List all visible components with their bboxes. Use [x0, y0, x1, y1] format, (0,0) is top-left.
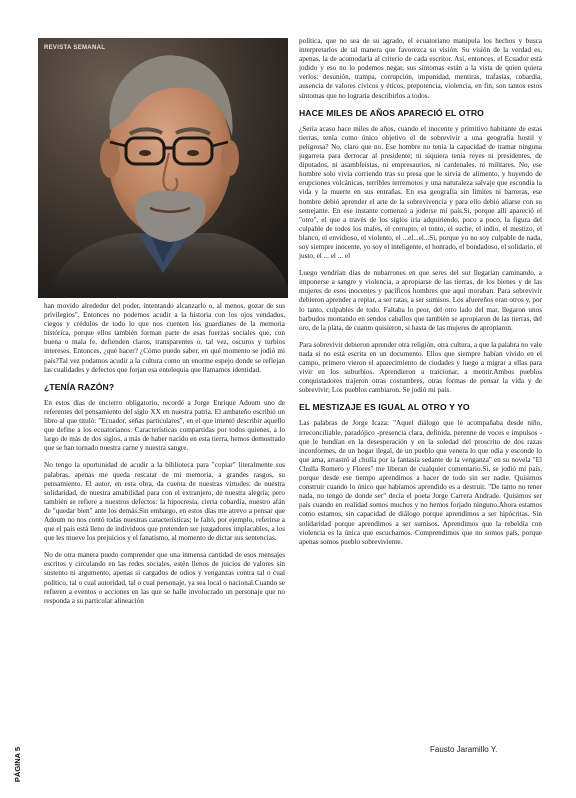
page-number-text: PÁGINA 5: [13, 746, 23, 783]
paragraph: Las palabras de Jorge Icaza: "Aquel diálogo que le acompañaba desde niño, irreconciliable, paradójico -presencia clara, definida, perenne de voces e impulsos - que le hundían en la desesperación y en la soledad del proscrito de dos razas inconformes, de un hogar ilegal, de un pueblo que venera lo que odia y esconde lo que ama, arrastró al chulla por la fantasía sedante de la venganza" en su novela "El Chulla Romero y Flores" me liberan de cualquier comentario.Si, se jodió mi país, porque desde ese tiempo aprendimos a hacer de todo sin ser nadie. Quisimos construir cuando lo único que habíamos aprendido es a destruir. "De tanto no tener nada, no tengo de donde ser" decía el poeta Jorge Carrera Andrade. Quisimos ser país cuando en realidad somos muchos y no hemos forjado ninguno.Ahora estamos como estamos, sin capacidad de diálogo porque aprendimos a ser hipócritas. Sin solidaridad porque aprendimos a ser sumisos. Aprendimos que la rebeldía con violencia es la única que escuchamos. Comprendimos que no somos país, porque apenas somos pueblo sobreviviente.: [299, 419, 542, 546]
paragraph: ¿Sería acaso hace miles de años, cuando el inocente y primitivo habitante de estas tierras, tenía como único objetivo el de sobrevivir a una geografía hostil y peligrosa? No, claro que no. Ese hombre no tenía la capacidad de tramar ninguna jugarreta para derrocar al presidente; ni siquiera tenía reyes ni presidentes, de diputados, ni asambleístas, ni empresaurios, ni cardenales, ni militares. No, ese hombre solo vivía corriendo tras su presa que le sirvía de alimento, y huyendo de erupciones volcánicas, terribles terremotos y una naturaleza salvaje que escondía la vida y la muerte en sus entrañas. En esa geografía sin límites ni barreras, ese hombre debió aprender el arte de la sobrevivencia y para ello debió aliarse con su semejante. En ese instante comenzó a joderse mi país.Si, porque allí apareció el "otro", el que a través de los siglos iría adquiriendo, poco a poco, la figura del culpable de todos los males, el corrupto, el tonto, el suche, el indio, el mestizo, el blanco, el envidioso, el violento, el ...el...el...Si, porque yo no soy culpable de nada, soy siempre inocente, yo soy el inteligente, el honrado, el bondadoso, el solidario, el justo, el ... el ... el: [299, 124, 542, 261]
paragraph: Para sobrevivir debieron aprender otra religión, otra cultura, a que la palabra no vale nada si no está escrita en un documento. Ellos que siempre habían vivido en el campo, primero vieron el aparecimiento de ciudades y luego a migrar a ellas para vivir en los suburbios. Aprendieron a traicionar, a mentir.Ambos pueblos conquistadores trajeron otras costumbres, otras formas de pensar la vida y de sobrevivir; Los pueblos cambiaron. Se jodió mi país.: [299, 340, 542, 395]
section-heading: HACE MILES DE AÑOS APARECIÓ EL OTRO: [299, 107, 484, 118]
article-column-right: [299, 37, 542, 555]
page-number-label: [13, 738, 30, 798]
article-column-left: [44, 302, 285, 614]
paragraph: En estos días de encierro obligatorio, recordé a Jorge Enrique Adoum uno de referentes del pensamiento del siglo XX en nuestra patria. El ambateño escribió un libro al que tituló: "Ecuador, señas particulares", en el que intentó describir aquello que define a los ecuatorianos. Características compartidas por todos quienes, a lo largo de más de dos siglos, a más de haber nacido en esta tierra, hemos demostrado que se han tornado nuestra carne y nuestra sangre.: [44, 398, 285, 453]
section-heading: EL MESTIZAJE ES IGUAL AL OTRO Y YO: [299, 402, 470, 413]
author-photo: [38, 38, 288, 298]
paragraph: No de otra manera puedo comprender que una inmensa cantidad de esos mensajes escritos y circulando en las redes sociales, estén llenos de juicios de valores sin sustento ni argumento, apenas sí cargados de odios y venganzas contra tal o cual político, tal o cual autoridad, tal o cual personaje, ya sea local o nacional.Cuando se refieren a eventos o acciones en las que se halle involucrado un personaje que no responda a su particular alineación: [44, 551, 285, 605]
section-heading: ¿TENÍA RAZÓN?: [44, 381, 115, 392]
author-signature: Fausto Jaramillo Y.: [430, 745, 498, 754]
portrait-illustration: [38, 38, 288, 298]
paragraph: Luego vendrían días de nubarrones en que seres del sur llegarían caminando, a imponerse a sangre y violencia, a apropiarse de las tierras, de los bienes y de las mujeres de esos inocentes y pacíficos hombres que aquí moraban. Para sobrevivir debieron aprender a reptar, a ser ratas, a ser sumisos. Los afuereños eran otros y, por lo tanto, culpables de todo. Faltaba lo peor, del otro lado del mar, llegaron unos barbudos montando en sendos caballos que también se apropiaron de las tierras, del oro, de la plata, de cuanto quisieron, si hasta de las mujeres de apropiaron.: [299, 269, 542, 332]
paragraph: han movido alrededor del poder, intentando alcanzarlo o, al menos, gozar de sus privilegios". Entonces no podemos acudir a la historia con los ojos vendados, ciegos y crédulos de todo lo que nos cuenten los guardianes de la memoria histórica, porque ellos también forman parte de esas fuerzas sociales que, con buena o mala fe, defienden claros, transparentes o, tal vez, oscuros y turbios intereses. Entonces, ¿qué hacer? ¿Cómo puedo saber, en qué momento se jodió mi país?Tal vez podamos acudir a la cultura como un enorme espejo donde se reflejan las cualidades y defectos que forjan esa entelequia que llamamos identidad.: [44, 302, 285, 374]
paragraph: política, que no sea de su agrado, el ecuatoriano manipula los hechos y busca interpretarlos de tal manera que favorezca su visión. Su visión de la verdad es, apenas, la de acomodarla al criterio de cada escritor. Así, entonces, el Ecuador está jodido y eso no lo podemos negar, sus síntomas están a la vista de quien quiera verlos: desunión, trampa, corrupción, impunidad, mentiras, trafasías, cobardía, ausencia de valores cívicos y éticos, prepotencia, violencia, en fin, son tantos estos síntomas que no lograría describirlos a todos.: [299, 37, 542, 100]
paragraph: No tengo la oportunidad de acudir a la biblioteca para "copiar" literalmente sus palabras, apenas me queda rescatar de mi memoria, a grandes rasgos, su pensamiento. El autor, en esta obra, da cuenta de nuestras virtudes: de nuestra solidaridad, de nuestra amabilidad para con el extranjero, de nuestra alegría; pero también se refiere a nuestros defectos: la hipocresía, cierta cobardía, nuestro afán de "quedar bien" ante los demás.Sin embargo, en estos días me atrevo a pensar que Adoum no nos contó todas nuestras características; le faltó, por ejemplo, referirse a que el país está lleno de individuos que pretenden ser juzgadores implacables, a los que les mueve los prejuicios y el fanatismo, al momento de dictar sus sentencias.: [44, 461, 285, 543]
photo-caption: REVISTA SEMANAL: [44, 45, 106, 51]
